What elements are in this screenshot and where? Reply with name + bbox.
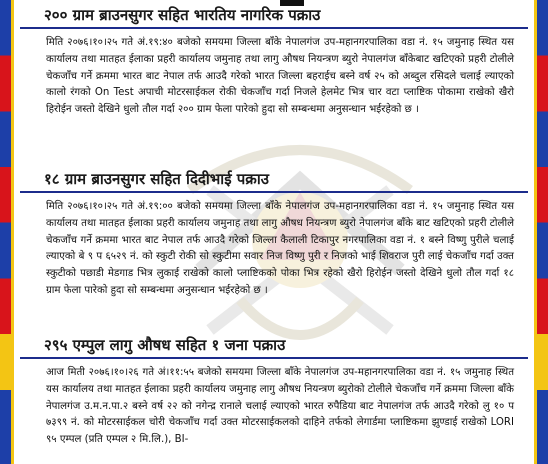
news-section-2 — [20, 170, 528, 300]
decorative-border-right — [534, 0, 548, 464]
news-headline: १८ ग्राम ब्राउनसुगर सहित दिदीभाई पक्राउ — [44, 170, 269, 188]
news-body: आज मिती २०७६।१०।२६ गते अं।११:५५ बजेको समयमा जिल्ला बाँके नेपालगंज उप-महानगरपालिका वडा नं. १५ जमुनाह स्थित यस कार्यालय तथा मातहत ईलाका प्रहरी कार्यालय जमुनाह लागु औषध नियन्त्रण ब्युरोको टोलीले चेकजाँच गर्ने क्रममा जिल्ला बाँके नेपालगंज उ.म.न.पा.२ बस्ने वर्ष २२ को नगेन्द्र रानाले चलाई ल्याएको भारत रुपैडिया बाट नेपालगंज तर्फ आउदै गरेको लु १० प ७३९९ नं. को मोटरसाईकल चोरी चेकजाँच गर्दा उक्त मोटरसाईकलको दाहिने तर्फको लेगार्डमा प्लाष्टिकमा झुण्डाई राखेको LORI ९५ एम्पल (प्रति एम्पल २ मि.लि.), BI- — [46, 367, 514, 446]
decorative-border-left — [0, 0, 14, 464]
news-section-3 — [20, 336, 528, 449]
news-body: मिति २०७६।१०।२५ गते अं.१९:४० बजेको समयमा जिल्ला बाँके नेपालगंज उप-महानगरपालिका वडा नं. १५ जमुनाह स्थित यस कार्यालय तथा मातहत ईलाका प्रहरी कार्यालय जमुनाह तथा लागु औषध नियन्त्रण ब्युरो नेपालगंज बाँकेबाट खटिएको प्रहरी टोलीले चेकजाँच गर्ने क्रममा भारत बाट नेपाल तर्फ आउदै गरेको भारत जिल्ला बहराईच बस्ने वर्ष २५ को अब्दुल रसिदले चलाई ल्याएको कालो रंगको On Test अपाची मोटरसाईकल रोकी चेकजाँच गर्दा निजले हेलमेट भित्र चार वटा प्लाष्टिक पोकामा राखेको खैरो हिरोईन जस्तो देखिने धुलो तौल गर्दा २०० ग्राम फेला पारेको हुदा सो सम्बन्धमा अनुसन्धान भईरहेको छ । — [46, 37, 514, 116]
press-release-page — [20, 0, 528, 464]
news-body: मिति २०७६।१०।२५ गते अं.१९:०० बजेको समयमा जिल्ला बाँके नेपालगंज उप-महानगरपालिका वडा नं. १५ जमुनाह स्थित यस कार्यालय तथा मातहत ईलाका प्रहरी कार्यालय जमुनाह तथा लागु औषध नियन्त्रण ब्युरो नेपालगंज बाँके बाट खटिएको प्रहरी टोलीले चेकजाँच गर्ने क्रममा भारत बाट नेपाल तर्फ आउदै गरेको जिल्ला कैलाली टिकापुर नगरपालिका वडा नं. १ बस्ने विष्णु पुरीले चलाई ल्याएको बे ९ प ६५२९ नं. को स्कुटी रोकी सो स्कुटीमा सवार निज विष्णु पुरी र निजको भाई शिवराज पुरी लाई चेकजाँच गर्दा उक्त स्कुटीको पछाडी मेडगाड भित्र लुकाई राखेको कालो प्लाष्टिकको पोका भित्र रहेको खैरो हिरोईन जस्तो देखिने धुलो तौल गर्दा १८ ग्राम फेला पारेको हुदा सो सम्बन्धमा अनुसन्धान भईरहेको छ । — [46, 201, 514, 296]
news-section-1 — [20, 6, 528, 119]
news-headline: २०० ग्राम ब्राउनसुगर सहित भारतिय नागरिक पक्राउ — [44, 6, 321, 24]
news-headline: २९५ एम्पुल लागु औषध सहित १ जना पक्राउ — [44, 336, 286, 354]
